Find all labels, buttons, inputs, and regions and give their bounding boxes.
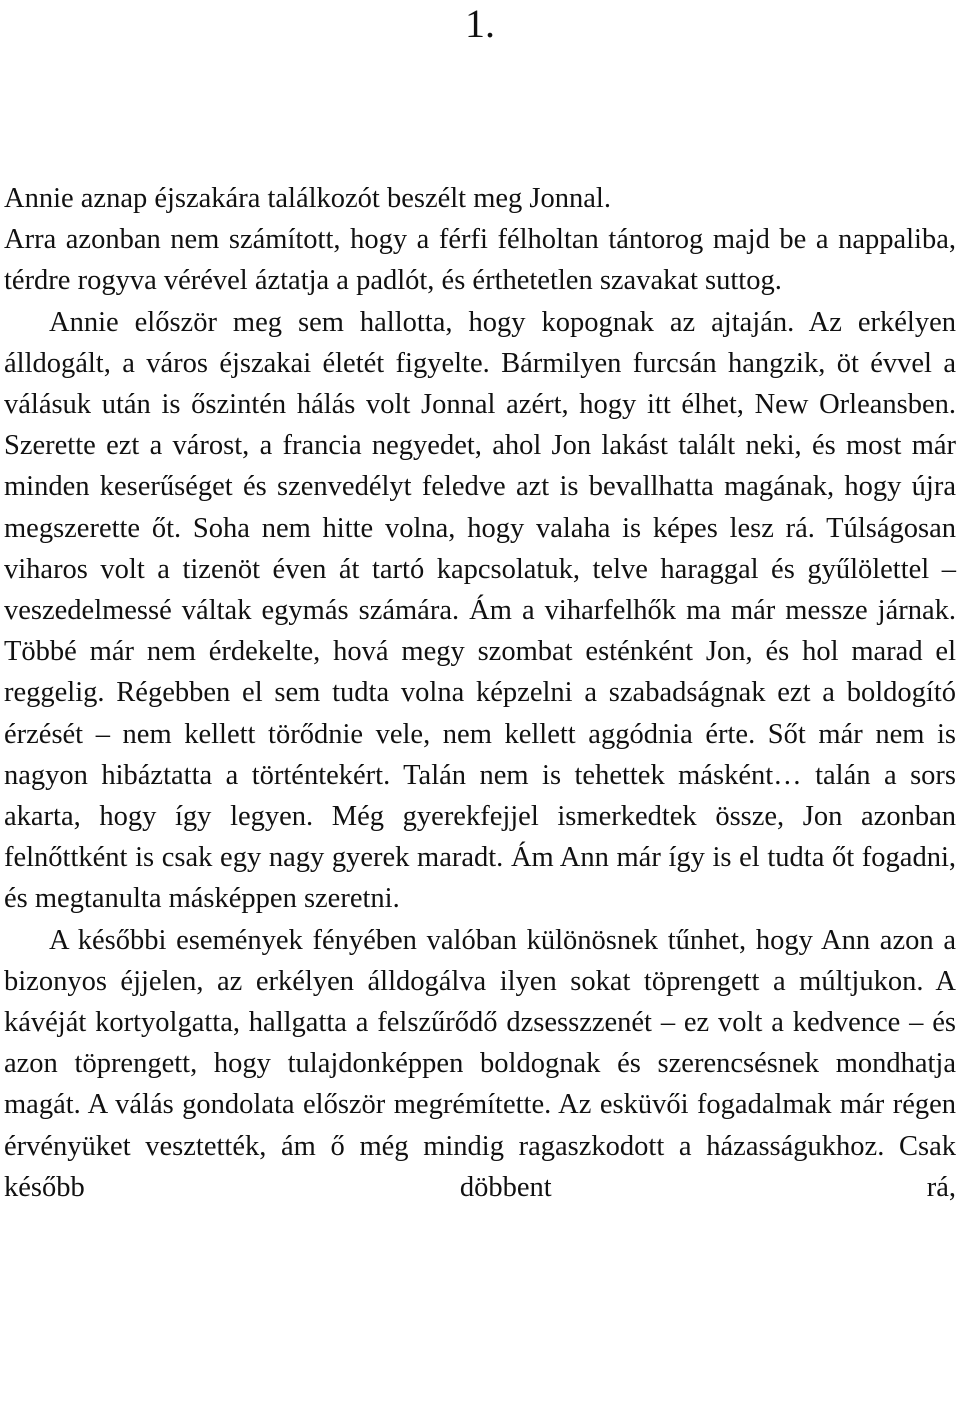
paragraph: Annie aznap éjszakára találkozót beszélt meg Jonnal. bbox=[4, 183, 611, 214]
paragraph: Annie először meg sem hallotta, hogy kopognak az ajtaján. Az erkélyen álldogált, a város éjszakai életét figyelte. Bármilyen furcsán hangzik, öt évvel a válásuk után is őszintén hálás volt Jonnal azért, hogy itt élhet, New Orleansben. Szerette ezt a várost, a francia negyedet, ahol Jon lakást talált neki, és most már minden keserűséget és szenvedélyt feledve azt is bevallhatta magának, hogy újra megszerette őt. Soha nem hitte volna, hogy valaha is képes lesz rá. Túlságosan viharos volt a tizenöt éven át tartó kapcsolatuk, telve haraggal és gyűlölettel – veszedelmessé váltak egymás számára. Ám a viharfelhők ma már messze járnak. Többé már nem érdekelte, hová megy szombat esténként Jon, és hol marad el reggelig. Régebben el sem tudta volna képzelni a szabadságnak ezt a boldogító érzését – nem kellett törődnie vele, nem kellett aggódnia érte. Sőt már nem is nagyon hibáztatta a történtekért. Talán nem is tehettek másként… talán a sors akarta, hogy így legyen. Még gyerekfejjel ismerkedtek össze, Jon azonban felnőttként is csak egy nagy gyerek maradt. Ám Ann már így is el tudta őt fogadni, és megtanulta másképpen szeretni. bbox=[4, 306, 956, 915]
body-text bbox=[4, 178, 956, 1208]
paragraph: Arra azonban nem számított, hogy a férfi félholtan tántorog majd be a nappaliba, térdre rogyva vérével áztatja a padlót, és érthetetlen szavakat suttog. bbox=[4, 224, 956, 297]
chapter-title: 1. bbox=[465, 1, 495, 46]
paragraph: A későbbi események fényében valóban különösnek tűnhet, hogy Ann azon a bizonyos éjjelen, az erkélyen álldogálva ilyen sokat töprengett a múltjukon. A kávéját kortyolgatta, hallgatta a felszűrődő dzsesszzenét – ez volt a kedvence – és azon töprengett, hogy tulajdonképpen boldognak és szerencsésnek mondhatja magát. A válás gondolata először megrémítette. Az esküvői fogadalmak már régen érvényüket vesztették, ám ő még mindig ragaszkodott a házasságukhoz. Csak később döbbent rá, bbox=[4, 924, 956, 1203]
